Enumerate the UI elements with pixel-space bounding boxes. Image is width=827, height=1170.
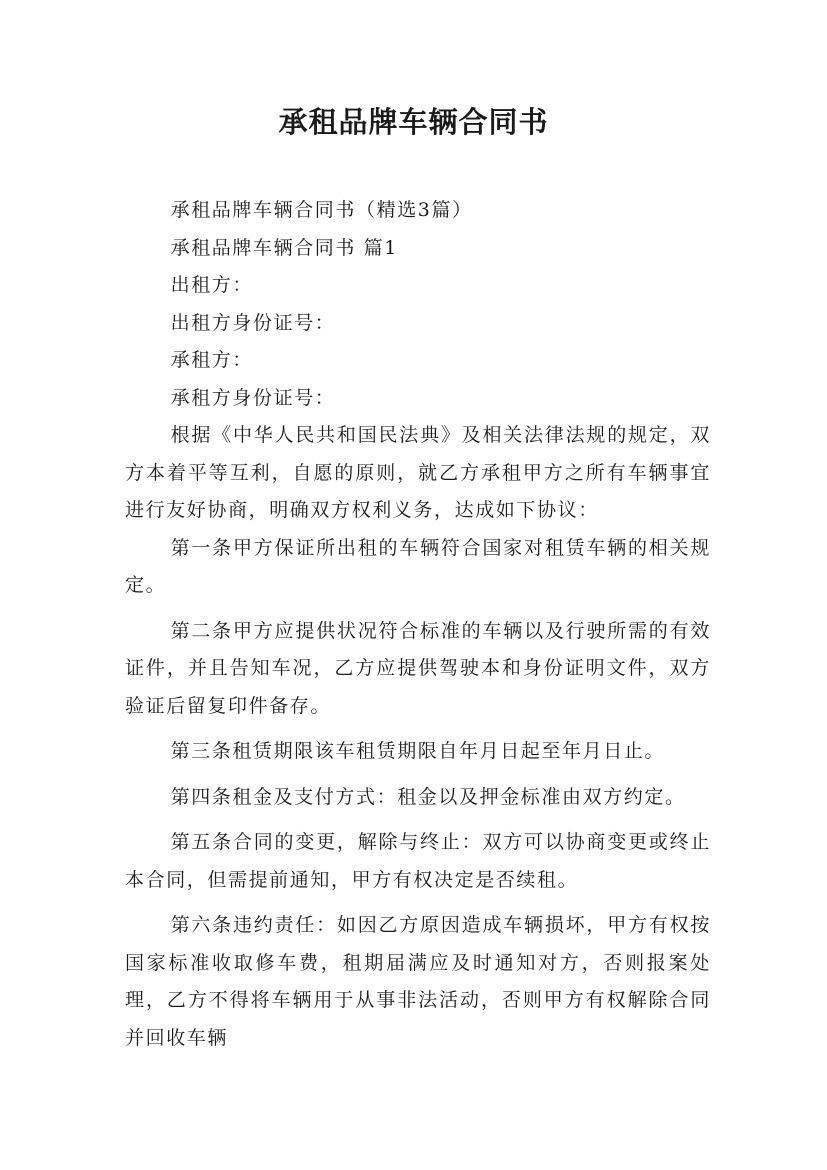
lessor-field: 出租方： — [170, 274, 253, 296]
clause-2: 第二条甲方应提供状况符合标准的车辆以及行驶所需的有效证件，并且告知车况，乙方应提供驾驶本和身份证明文件，双方验证后留复印件备存。 — [125, 619, 711, 717]
preamble-paragraph: 根据《中华人民共和国民法典》及相关法律法规的规定，双方本着平等互利，自愿的原则，就乙方承租甲方之所有车辆事宜进行友好协商，明确双方权利义务，达成如下协议： — [125, 424, 711, 521]
clause-3: 第三条租赁期限该车租赁期限自年月日起至年月日止。 — [170, 740, 665, 762]
lessee-field: 承租方： — [170, 349, 253, 371]
lessor-id-field: 出租方身份证号： — [170, 311, 336, 334]
lessee-id-field: 承租方身份证号： — [170, 386, 336, 409]
clause-6: 第六条违约责任：如因乙方原因造成车辆损坏，甲方有权按国家标准收取修车费，租期届满应及时通知对方，否则报案处理，乙方不得将车辆用于从事非法活动，否则甲方有权解除合同并回收车辆 — [125, 914, 711, 1049]
section-heading: 承租品牌车辆合同书 篇1 — [170, 236, 398, 259]
clause-4: 第四条租金及支付方式：租金以及押金标准由双方约定。 — [170, 785, 686, 808]
document-body — [125, 192, 711, 1065]
document-title: 承租品牌车辆合同书 — [278, 105, 549, 139]
subtitle-paragraph: 承租品牌车辆合同书（精选3篇） — [170, 199, 473, 221]
clause-5: 第五条合同的变更，解除与终止：双方可以协商变更或终止本合同，但需提前通知，甲方有权决定是否续租。 — [125, 831, 711, 891]
clause-1: 第一条甲方保证所出租的车辆符合国家对租赁车辆的相关规定。 — [125, 536, 711, 596]
